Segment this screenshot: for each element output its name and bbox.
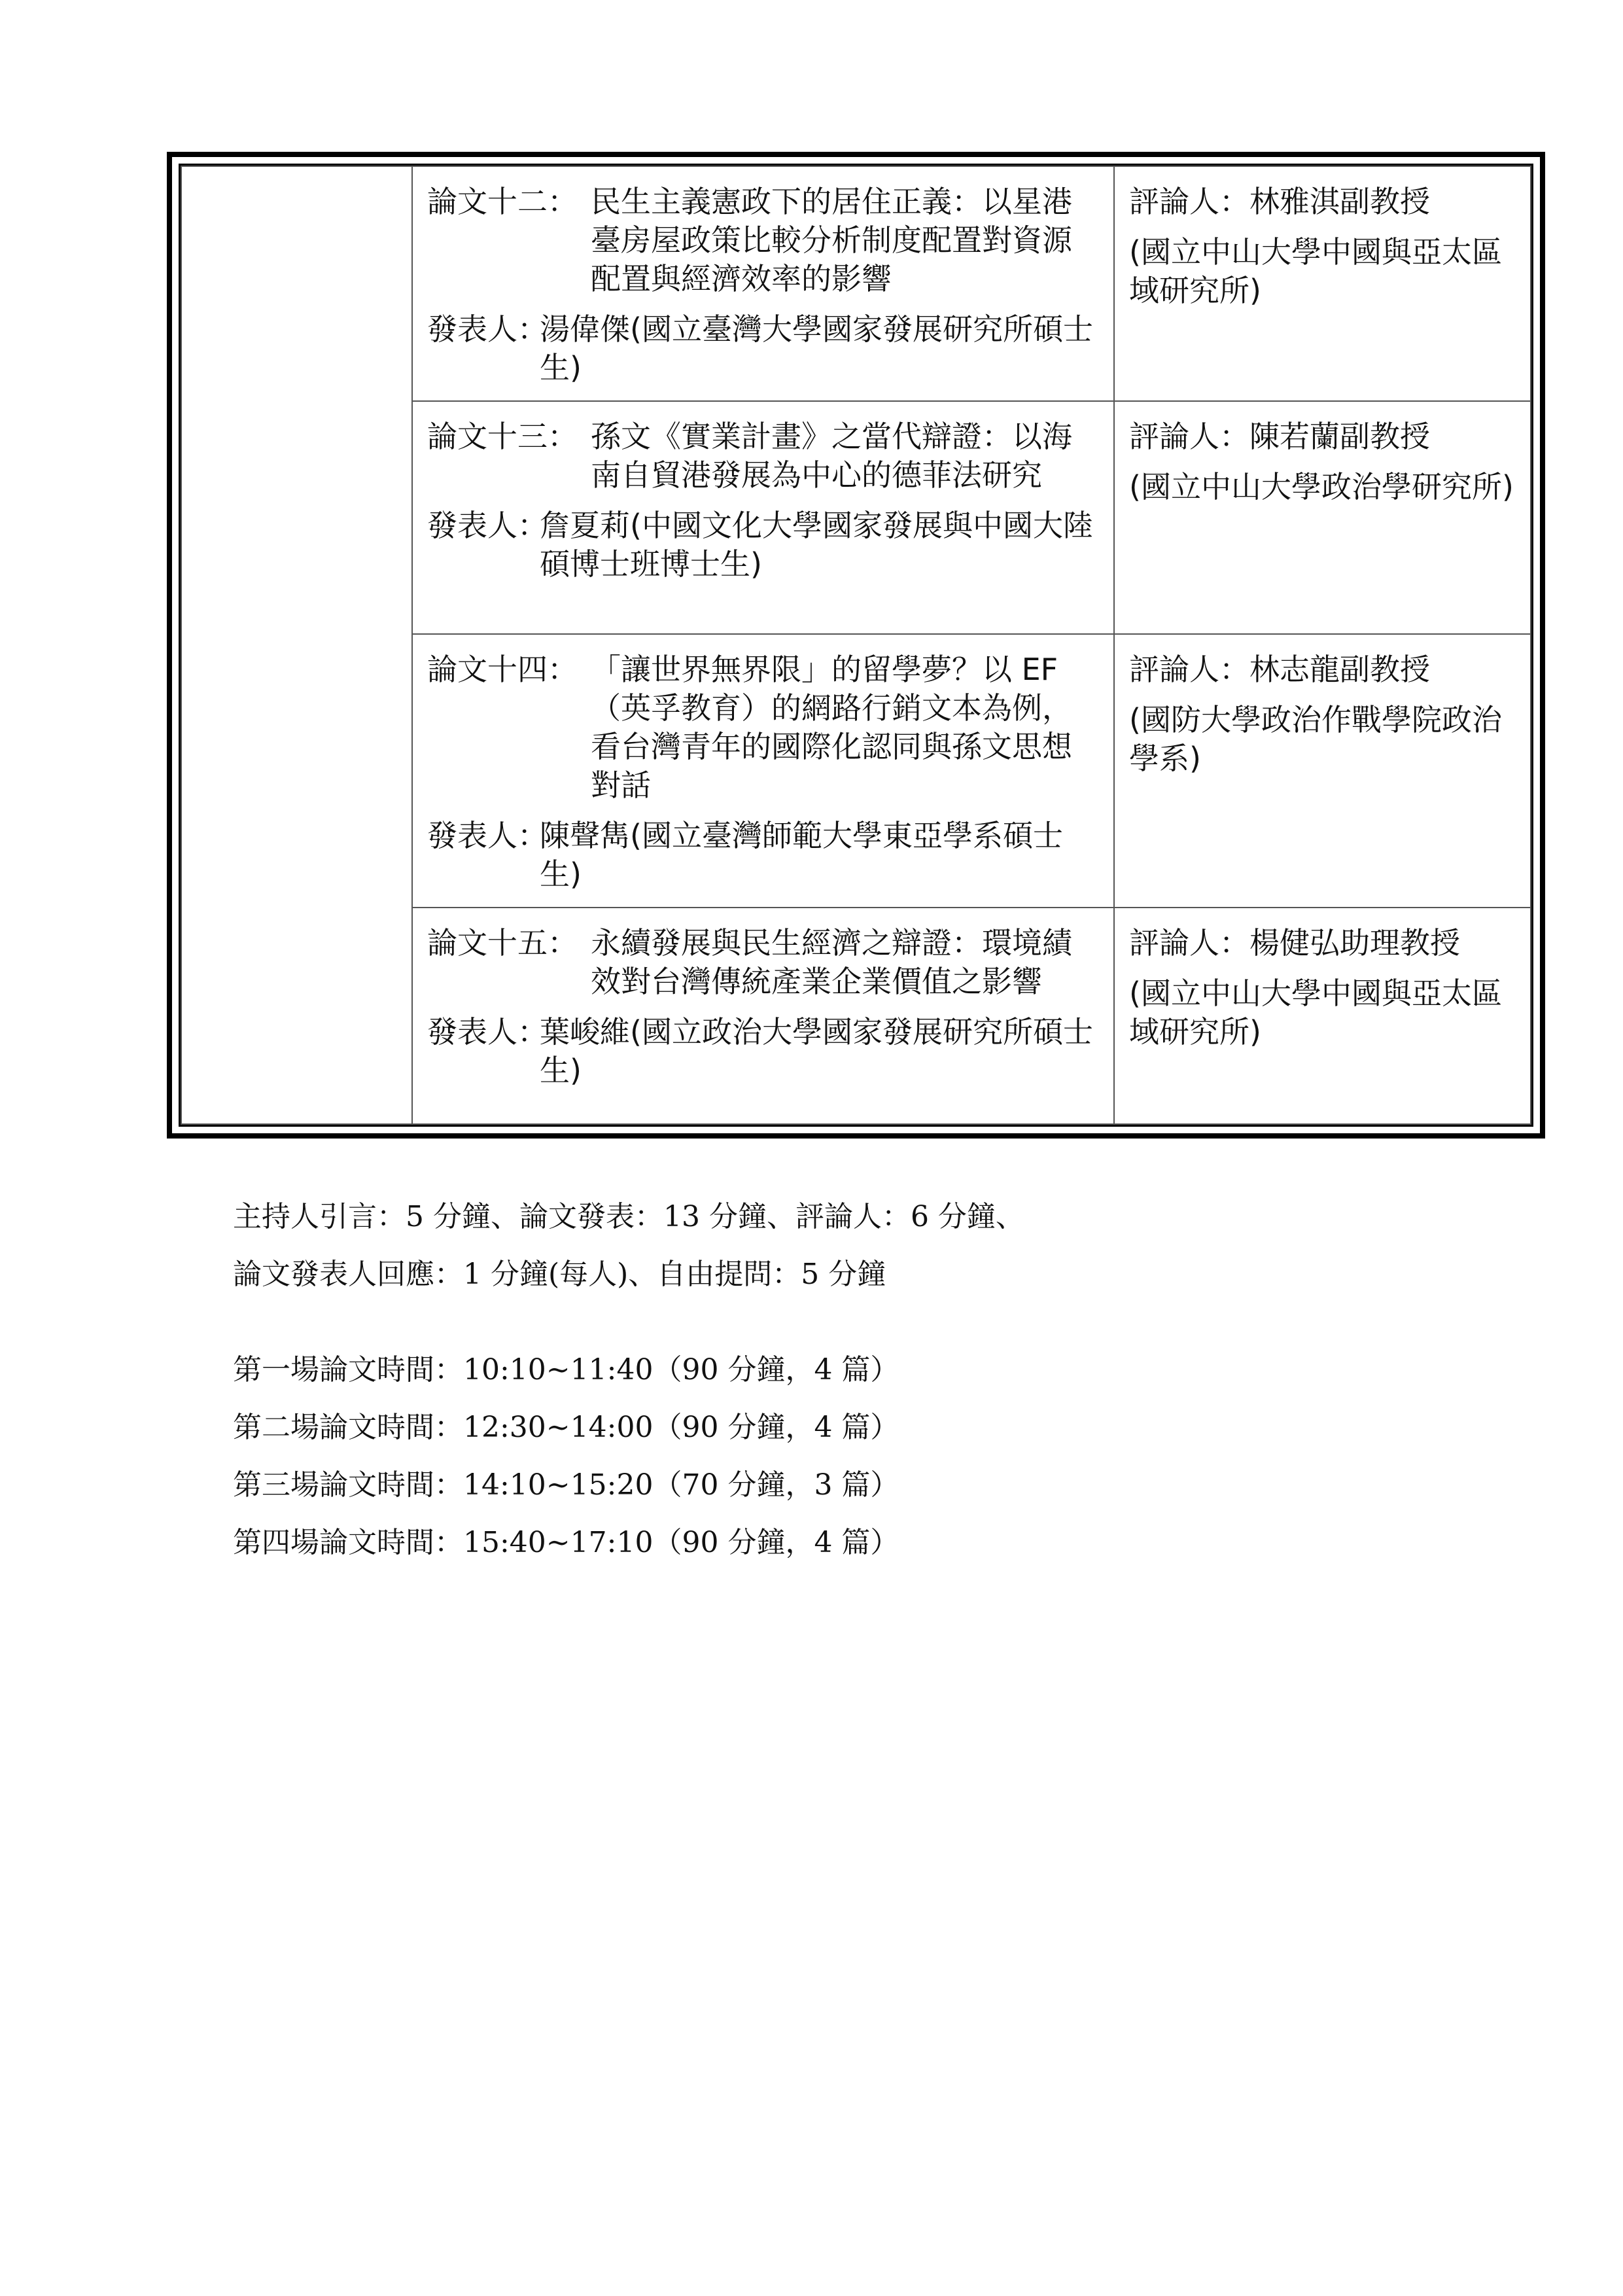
paper-cell [412, 634, 1114, 908]
presenter-label: 發表人： [427, 508, 548, 543]
session-time-line: 第四場論文時間：15:40~17:10（90 分鐘，4 篇） [233, 1526, 899, 1559]
timing-note-line: 主持人引言：5 分鐘、論文發表：13 分鐘、評論人：6 分鐘、 [233, 1200, 1024, 1233]
timing-note-line: 論文發表人回應：1 分鐘(每人)、自由提問：5 分鐘 [233, 1258, 886, 1291]
timing-notes [233, 1197, 1024, 1563]
presenter-label: 發表人： [427, 818, 548, 853]
paper-cell [412, 166, 1114, 401]
presenter-name: 湯偉傑(國立臺灣大學國家發展研究所碩士生) [540, 311, 1093, 385]
reviewer-cell [1114, 401, 1531, 634]
reviewer-name: 評論人：陳若蘭副教授 [1129, 419, 1430, 454]
reviewer-affiliation: (國立中山大學中國與亞太區域研究所) [1129, 976, 1502, 1050]
presenter-name: 詹夏莉(中國文化大學國家發展與中國大陸碩博士班博士生) [540, 508, 1093, 582]
reviewer-cell [1114, 908, 1531, 1124]
paper-label: 論文十三： [427, 419, 578, 454]
reviewer-affiliation: (國防大學政治作戰學院政治學系) [1129, 702, 1502, 776]
paper-title: 永續發展與民生經濟之辯證：環境績效對台灣傳統產業企業價值之影響 [591, 925, 1072, 999]
presenter-label: 發表人： [427, 1014, 548, 1050]
paper-label: 論文十二： [427, 184, 578, 219]
paper-title: 孫文《實業計畫》之當代辯證：以海南自貿港發展為中心的德菲法研究 [591, 419, 1072, 493]
reviewer-affiliation: (國立中山大學政治學研究所) [1129, 469, 1514, 504]
paper-title: 「讓世界無界限」的留學夢？以 EF（英孚教育）的網路行銷文本為例，看台灣青年的國際化認同與孫文思想對話 [591, 652, 1072, 803]
paper-label: 論文十四： [427, 652, 578, 687]
presenter-label: 發表人： [427, 311, 548, 347]
paper-label: 論文十五： [427, 925, 578, 961]
paper-cell [412, 908, 1114, 1124]
session-time-line: 第二場論文時間：12:30~14:00（90 分鐘，4 篇） [233, 1411, 899, 1444]
paper-title: 民生主義憲政下的居住正義：以星港臺房屋政策比較分析制度配置對資源配置與經濟效率的影響 [591, 184, 1072, 296]
session-time-line: 第一場論文時間：10:10~11:40（90 分鐘，4 篇） [233, 1353, 899, 1386]
session-chair-cell [181, 166, 412, 1124]
reviewer-name: 評論人：楊健弘助理教授 [1129, 925, 1460, 961]
reviewer-cell [1114, 634, 1531, 908]
session-table-frame [167, 152, 1545, 1139]
session-table [181, 166, 1531, 1125]
reviewer-affiliation: (國立中山大學中國與亞太區域研究所) [1129, 234, 1502, 308]
presenter-name: 葉峻維(國立政治大學國家發展研究所碩士生) [540, 1014, 1093, 1088]
presenter-name: 陳聲雋(國立臺灣師範大學東亞學系碩士生) [540, 818, 1063, 892]
session-time-line: 第三場論文時間：14:10~15:20（70 分鐘，3 篇） [233, 1468, 899, 1502]
session-table-inner-border [179, 164, 1533, 1127]
reviewer-name: 評論人：林雅淇副教授 [1129, 184, 1430, 219]
paper-cell [412, 401, 1114, 634]
reviewer-name: 評論人：林志龍副教授 [1129, 652, 1430, 687]
table-row [181, 166, 1531, 401]
reviewer-cell [1114, 166, 1531, 401]
